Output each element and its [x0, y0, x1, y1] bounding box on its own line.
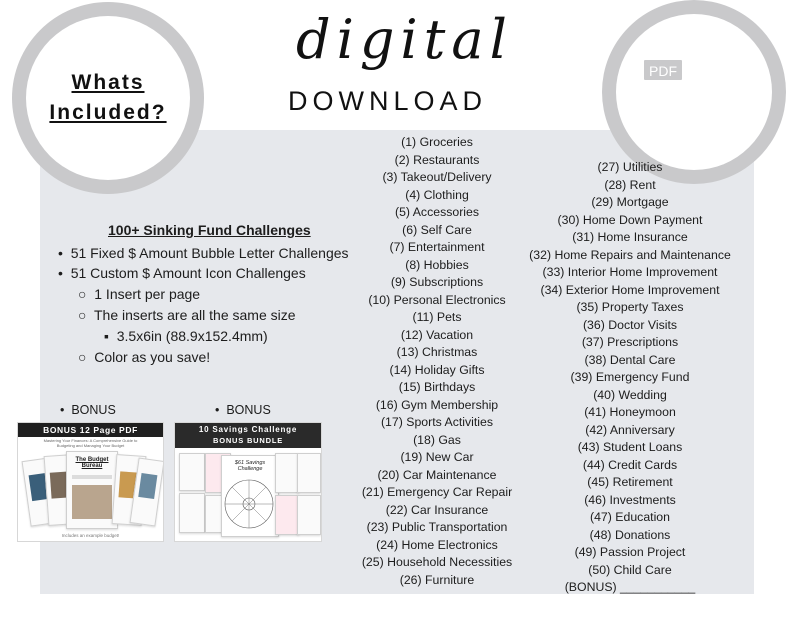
bonus-label-1: • BONUS	[60, 403, 116, 417]
feature-item-2: • 51 Custom $ Amount Icon Challenges	[58, 265, 306, 281]
challenge-item: (10) Personal Electronics	[368, 292, 506, 307]
bonus-pdf-thumbnail	[17, 422, 164, 542]
challenge-item: (26) Furniture	[399, 572, 475, 587]
mandala-graphic	[222, 472, 276, 534]
challenge-item: (50) Child Care	[588, 562, 672, 577]
challenge-item: (35) Property Taxes	[576, 300, 684, 314]
title-digital: digital	[296, 8, 513, 71]
feature-subitem-2-text: The inserts are all the same size	[93, 307, 296, 323]
challenge-item: (38) Dental Care	[584, 352, 676, 367]
challenge-item: (4) Clothing	[405, 187, 469, 202]
challenge-item: (18) Gas	[413, 432, 461, 447]
challenge-item: (8) Hobbies	[405, 257, 469, 272]
bundle-card	[179, 493, 205, 533]
challenge-item: (21) Emergency Car Repair	[361, 485, 513, 499]
challenge-item: (22) Car Insurance	[385, 502, 489, 517]
challenge-item: (1) Groceries	[401, 135, 473, 149]
feature-subitem-3: ○ Color as you save!	[78, 349, 211, 365]
challenge-item: (17) Sports Activities	[380, 415, 494, 429]
badge-line-2: Included?	[49, 101, 167, 124]
challenge-item: (28) Rent	[604, 177, 656, 192]
challenge-item: (48) Donations	[589, 527, 671, 542]
challenge-item: (42) Anniversary	[585, 422, 675, 437]
feature-size-note: ▪ 3.5x6in (88.9x152.4mm)	[104, 328, 268, 344]
feature-subitem-1-text: 1 Insert per page	[94, 286, 201, 302]
bonus-bundle-title-1: 10 Savings Challenge	[198, 425, 298, 434]
challenge-item: (3) Takeout/Delivery	[382, 170, 492, 184]
challenge-item: (19) New Car	[400, 450, 474, 464]
bundle-card	[179, 453, 205, 491]
bonus-label-2-text: BONUS	[226, 403, 271, 417]
bundle-card	[275, 453, 299, 493]
pdf-cover-photo	[72, 485, 112, 519]
pdf-icon-label: PDF	[649, 63, 677, 79]
bonus-pdf-subtitle-2: Budgeting and Managing Your Budget	[56, 443, 125, 448]
challenge-item: (36) Doctor Visits	[582, 317, 678, 332]
challenge-item: (31) Home Insurance	[572, 230, 688, 244]
feature-subitem-3-text: Color as you save!	[94, 349, 211, 365]
bonus-pdf-title: BONUS 12 Page PDF	[18, 423, 163, 437]
bonus-bundle-header	[175, 423, 321, 448]
challenge-item: (40) Wedding	[593, 387, 667, 402]
challenge-item: (13) Christmas	[396, 345, 478, 359]
bonus-bundle-title-2: BONUS BUNDLE	[212, 436, 284, 445]
badge-line-1: Whats	[71, 71, 145, 94]
challenge-item: (25) Household Necessities	[361, 555, 513, 569]
feature-subitem-2: ○ The inserts are all the same size	[78, 307, 296, 323]
bonus-label-2: • BONUS	[215, 403, 271, 417]
feature-size-note-text: 3.5x6in (88.9x152.4mm)	[116, 328, 268, 344]
challenge-item: (12) Vacation	[400, 327, 474, 342]
challenge-item: (11) Pets	[412, 310, 462, 324]
challenge-item: (6) Self Care	[402, 222, 472, 237]
feature-item-1: • 51 Fixed $ Amount Bubble Letter Challenges	[58, 245, 349, 261]
challenge-item: (BONUS) ___________	[564, 580, 696, 594]
challenge-item: (9) Subscriptions	[390, 275, 484, 289]
challenge-item: (46) Investments	[584, 492, 676, 507]
bundle-card	[297, 495, 321, 535]
challenge-item: (30) Home Down Payment	[557, 212, 703, 227]
badge-inner	[26, 16, 190, 180]
challenge-item: (49) Passion Project	[574, 545, 686, 559]
challenge-item: (27) Utilities	[597, 160, 663, 174]
challenge-item: (34) Exterior Home Improvement	[540, 282, 720, 297]
challenge-item: (23) Public Transportation	[366, 520, 508, 534]
pdf-book-title: The Budget Bureau	[75, 457, 109, 469]
bundle-card	[275, 495, 299, 535]
challenge-item: (24) Home Electronics	[376, 537, 498, 552]
challenge-item: (39) Emergency Fund	[570, 370, 690, 384]
challenge-item: (15) Birthdays	[398, 380, 476, 394]
challenge-item: (29) Mortgage	[591, 195, 669, 209]
features-title: 100+ Sinking Fund Challenges	[108, 222, 311, 238]
bonus-pdf-footer: Includes an example budget!	[61, 533, 120, 538]
feature-item-2-text: 51 Custom $ Amount Icon Challenges	[70, 265, 306, 281]
challenge-item: (47) Education	[590, 510, 670, 524]
bonus-bundle-thumbnail	[174, 422, 322, 542]
challenge-item: (14) Holiday Gifts	[389, 362, 485, 377]
challenge-item: (16) Gym Membership	[375, 397, 499, 412]
feature-subitem-1: ○ 1 Insert per page	[78, 286, 201, 302]
challenge-item: (45) Retirement	[587, 475, 673, 489]
challenge-item: (41) Honeymoon	[584, 405, 676, 419]
pdf-file-icon	[636, 22, 754, 162]
challenge-item: (2) Restaurants	[394, 152, 480, 167]
challenge-item: (5) Accessories	[394, 205, 480, 219]
bundle-main-card	[221, 455, 279, 537]
challenge-item: (43) Student Loans	[577, 440, 683, 454]
bonus-label-1-text: BONUS	[71, 403, 116, 417]
whats-included-badge	[12, 2, 204, 194]
feature-item-1-text: 51 Fixed $ Amount Bubble Letter Challenges	[70, 245, 349, 261]
challenge-item: (44) Credit Cards	[582, 457, 678, 472]
challenge-item: (37) Prescriptions	[581, 335, 679, 349]
bundle-card	[297, 453, 321, 493]
title-download: DOWNLOAD	[288, 86, 488, 116]
bundle-card-title: $61 Savings Challenge	[234, 460, 266, 472]
challenge-item: (33) Interior Home Improvement	[542, 265, 718, 279]
challenge-item: (7) Entertainment	[389, 240, 485, 254]
challenge-item: (20) Car Maintenance	[377, 467, 497, 482]
challenge-list-1	[349, 134, 525, 589]
pdf-badge	[602, 0, 786, 184]
challenge-list-2	[506, 159, 754, 597]
challenge-item: (32) Home Repairs and Maintenance	[529, 247, 731, 262]
bonus-pdf-subtitle-1: Mastering Your Finances: A Comprehensive Guide to	[43, 438, 138, 443]
pdf-cover-card	[66, 451, 118, 529]
